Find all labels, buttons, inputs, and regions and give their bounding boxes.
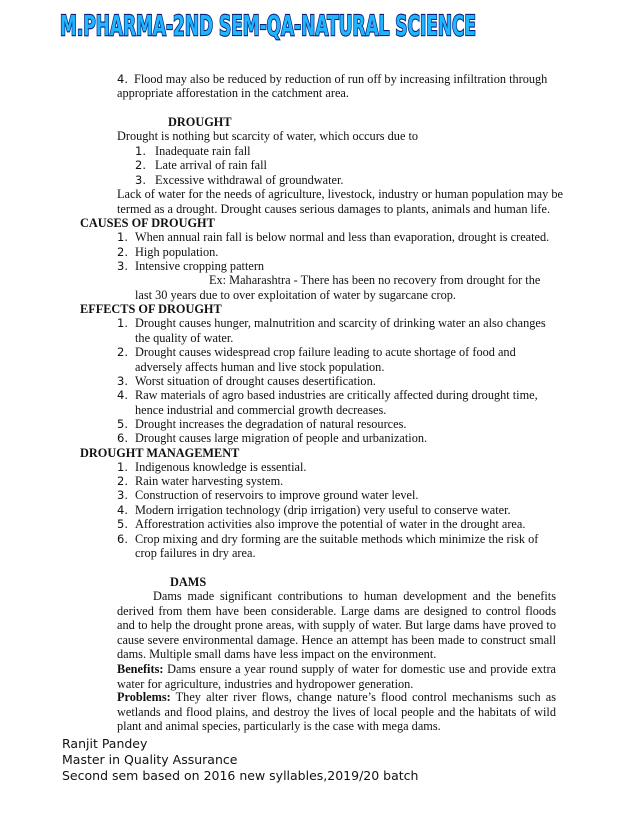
list-item-number: 1. <box>135 144 146 158</box>
drought-intro: Drought is nothing but scarcity of water, which occurs due to <box>117 129 419 143</box>
list-item-text: Late arrival of rain fall <box>155 158 267 172</box>
list-item-number: 2. <box>117 245 128 259</box>
list-item-number: 5. <box>117 517 128 531</box>
list-item-number: 2. <box>117 474 128 488</box>
list-item-text: Intensive cropping pattern <box>135 259 265 273</box>
problems-label: Problems: <box>117 690 171 704</box>
benefits-text: Dams ensure a year round supply of water for domestic use and provide extra water for agriculture, industries and hydropower generation. <box>117 662 556 691</box>
list-item-text: Excessive withdrawal of groundwater. <box>155 173 344 187</box>
list-item-text: Modern irrigation technology (drip irrigation) very useful to conserve water. <box>135 503 511 517</box>
footer-batch: Second sem based on 2016 new syllables,2019/20 batch <box>62 768 419 783</box>
list-item-number: 2. <box>135 158 146 172</box>
list-item-text: When annual rain fall is below normal and less than evaporation, drought is created. <box>135 230 550 244</box>
list-item-number: 3. <box>135 173 146 187</box>
causes-heading: CAUSES OF DROUGHT <box>80 216 215 230</box>
list-item-text: Rain water harvesting system. <box>135 474 284 488</box>
drought-heading: DROUGHT <box>168 115 232 129</box>
list-item-text: Drought causes hunger, malnutrition and scarcity of drinking water an also changes <box>135 316 546 330</box>
list-item-number: 5. <box>117 417 128 431</box>
benefits-label: Benefits: <box>117 662 164 676</box>
list-item-text: the quality of water. <box>135 331 234 345</box>
example-line: Ex: Maharashtra - There has been no recovery from drought for the <box>209 273 541 287</box>
effects-heading: EFFECTS OF DROUGHT <box>80 302 222 316</box>
drought-text-line: Lack of water for the needs of agriculture, livestock, industry or human population may be <box>117 187 563 201</box>
footer-program: Master in Quality Assurance <box>62 752 238 767</box>
list-item-text: Drought causes widespread crop failure leading to acute shortage of food and <box>135 345 516 359</box>
flood-item-number: 4. <box>117 72 128 86</box>
list-item-text: Drought increases the degradation of natural resources. <box>135 417 407 431</box>
list-item-text: Raw materials of agro based industries are critically affected during drought time, <box>135 388 538 402</box>
list-item-number: 4. <box>117 503 128 517</box>
list-item-number: 2. <box>117 345 128 359</box>
list-item-text: Worst situation of drought causes desertification. <box>135 374 376 388</box>
management-heading: DROUGHT MANAGEMENT <box>80 446 240 460</box>
list-item-text: adversely affects human and live stock population. <box>135 360 385 374</box>
list-item-number: 1. <box>117 230 128 244</box>
list-item-text: Construction of reservoirs to improve ground water level. <box>135 488 419 502</box>
list-item-number: 1. <box>117 460 128 474</box>
list-item-text: High population. <box>135 245 219 259</box>
list-item-number: 3. <box>117 259 128 273</box>
drought-text-line: termed as a drought. Drought causes serious damages to plants, animals and human life. <box>117 202 551 216</box>
problems-text: They alter river flows, change nature’s flood control mechanisms such as wetlands and flood plains, and destroy the lives of local people and the habitats of wild plant and animal species, particularly is the case with mega dams. <box>117 690 556 734</box>
banner-text: M.PHARMA-2ND SEM-QA-NATURAL SCIENCE <box>60 9 476 42</box>
example-line: last 30 years due to over exploitation of water by sugarcane crop. <box>135 288 456 302</box>
list-item-text: Inadequate rain fall <box>155 144 251 158</box>
dams-paragraph: Dams made significant contributions to human development and the benefits derived from them have been considerable. Large dams are designed to control floods and to help the drought prone areas, with supply of water. But large dams have proved to cause severe environmental damage. Hence an attempt has been made to construct small dams. Multiple small dams have less impact on the environment. <box>117 589 556 662</box>
dams-heading: DAMS <box>170 575 207 589</box>
footer-author: Ranjit Pandey <box>62 736 148 751</box>
list-item-text: Indigenous knowledge is essential. <box>135 460 307 474</box>
list-item-number: 3. <box>117 374 128 388</box>
problems-paragraph <box>117 690 556 734</box>
list-item-number: 3. <box>117 488 128 502</box>
list-item-number: 6. <box>117 431 128 445</box>
list-item-number: 6. <box>117 532 128 546</box>
flood-item-line: appropriate afforestation in the catchment area. <box>117 86 349 100</box>
title-banner <box>58 4 478 42</box>
flood-item-line: Flood may also be reduced by reduction of run off by increasing infiltration through <box>134 72 548 86</box>
list-item-text: Crop mixing and dry forming are the suitable methods which minimize the risk of <box>135 532 539 546</box>
benefits-paragraph <box>117 662 556 691</box>
list-item-text: Drought causes large migration of people and urbanization. <box>135 431 428 445</box>
list-item-text: crop failures in dry area. <box>135 546 256 560</box>
list-item-number: 4. <box>117 388 128 402</box>
list-item-number: 1. <box>117 316 128 330</box>
list-item-text: hence industrial and commercial growth decreases. <box>135 403 387 417</box>
list-item-text: Afforestration activities also improve the potential of water in the drought area. <box>135 517 526 531</box>
